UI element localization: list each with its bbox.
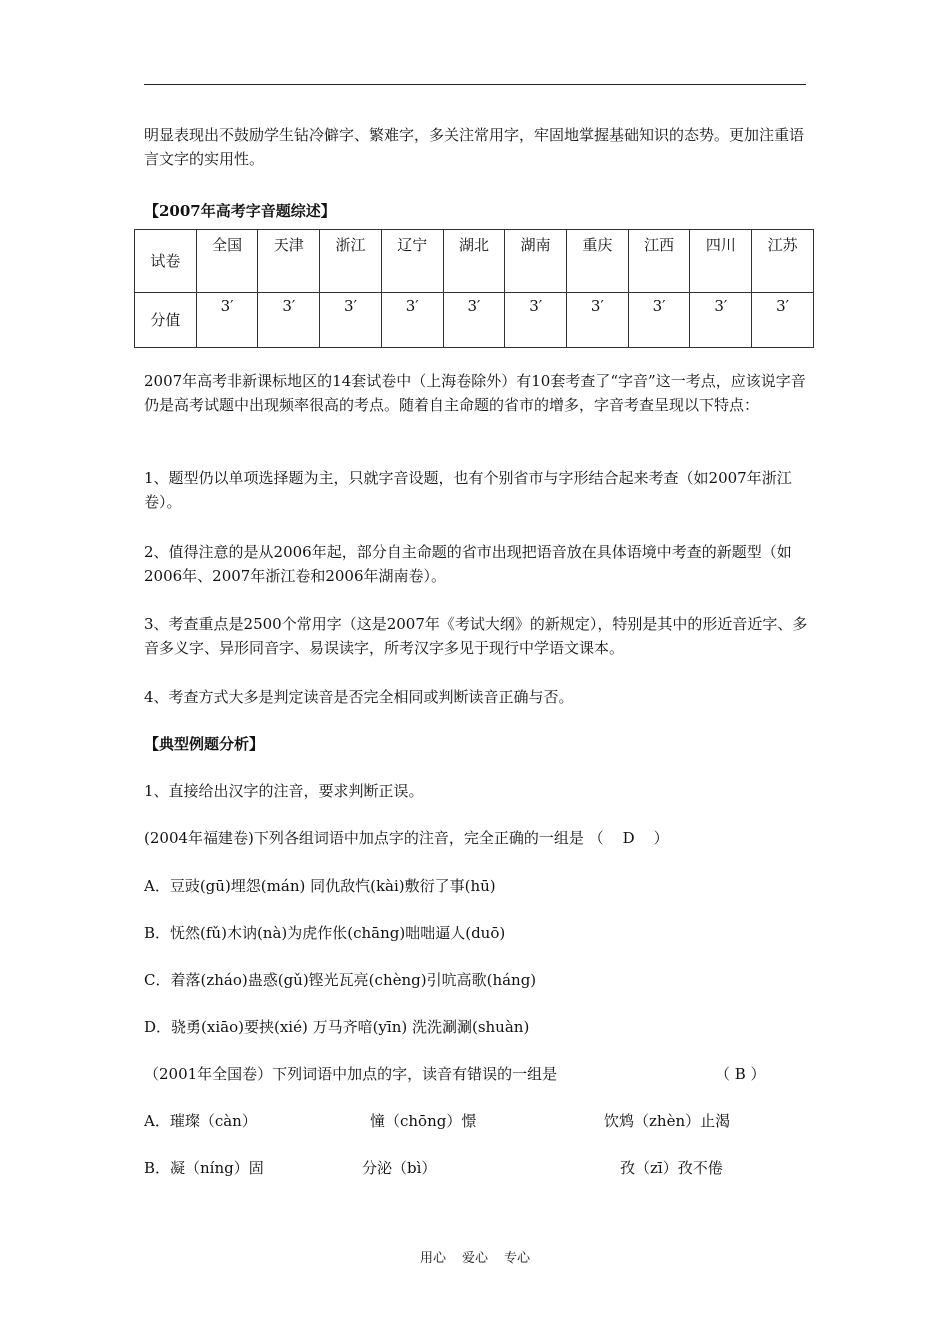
table-cell: 浙江	[320, 230, 382, 293]
q2-answer: （ B ）	[715, 1065, 766, 1083]
table-cell: 3′	[196, 293, 258, 348]
q1-option-b: B．怃然(fǔ)木讷(nà)为虎作伥(chāng)咄咄逼人(duō)	[144, 924, 506, 942]
table-cell: 3′	[628, 293, 690, 348]
q2-row-a-3: 饮鸩（zhèn）止渴	[604, 1112, 731, 1130]
table-row-papers	[135, 230, 814, 293]
table-row-label: 试卷	[135, 230, 197, 293]
q1-stem	[144, 826, 669, 850]
q1-option-a: A．豆豉(gū)埋怨(mán) 同仇敌忾(kài)敷衍了事(hū)	[144, 877, 496, 895]
table-cell: 3′	[443, 293, 505, 348]
header-rule	[144, 84, 806, 85]
table-row-label: 分值	[135, 293, 197, 348]
table-cell: 3′	[258, 293, 320, 348]
q2-row-a-2: 憧（chōng）憬	[370, 1112, 477, 1130]
table-cell: 湖北	[443, 230, 505, 293]
table-row-scores	[135, 293, 814, 348]
q2-row-b-1: B．凝（níng）固	[144, 1159, 264, 1177]
footer-text: 专心	[504, 1251, 531, 1266]
q2-row-b-2: 分泌（bì）	[362, 1159, 437, 1177]
point-3: 3、考查重点是2500个常用字（这是2007年《考试大纲》的新规定），特别是其中的形近音近字、多音多义字、异形同音字、易误读字，所考汉字多见于现行中学语文课本。	[144, 615, 808, 657]
table-cell: 江西	[628, 230, 690, 293]
table-cell: 湖南	[505, 230, 567, 293]
footer-text: 爱心	[461, 1251, 488, 1266]
table-cell: 3′	[752, 293, 814, 348]
q2-row-b-3: 孜（zī）孜不倦	[620, 1159, 723, 1177]
table-cell: 全国	[196, 230, 258, 293]
section-title-2007: 【2007年高考字音题综述】	[144, 202, 336, 220]
point-2: 2、值得注意的是从2006年起，部分自主命题的省市出现把语音放在具体语境中考查的新题型（如2006年、2007年浙江卷和2006年湖南卷）。	[144, 543, 792, 585]
table-cell: 天津	[258, 230, 320, 293]
table-cell: 3′	[320, 293, 382, 348]
table-cell: 四川	[690, 230, 752, 293]
q1-stem-text: (2004年福建卷)下列各组词语中加点字的注音，完全正确的一组是 （	[144, 829, 604, 847]
q1-option-d: D．骁勇(xiāo)要挟(xié) 万马齐喑(yīn) 洗洗涮涮(shuàn)	[144, 1018, 530, 1036]
q1-answer: D	[622, 829, 635, 847]
table-cell: 辽宁	[381, 230, 443, 293]
table-cell: 3′	[567, 293, 629, 348]
page-footer	[0, 1247, 950, 1266]
footer-text: 用心	[419, 1251, 446, 1266]
intro-paragraph: 明显表现出不鼓励学生钻冷僻字、繁难字，多关注常用字，牢固地掌握基础知识的态势。更加注重语言文字的实用性。	[144, 126, 805, 168]
example-intro: 1、直接给出汉字的注音，要求判断正误。	[144, 782, 424, 800]
table-cell: 江苏	[752, 230, 814, 293]
table-cell: 重庆	[567, 230, 629, 293]
score-table	[134, 229, 814, 348]
point-4: 4、考查方式大多是判定读音是否完全相同或判断读音正确与否。	[144, 688, 574, 706]
summary-paragraph: 2007年高考非新课标地区的14套试卷中（上海卷除外）有10套考查了“字音”这一考点，应该说字音仍是高考试题中出现频率很高的考点。随着自主命题的省市的增多，字音考查呈现以下特点：	[144, 372, 806, 414]
q2-stem: （2001年全国卷）下列词语中加点的字，读音有错误的一组是	[144, 1065, 558, 1083]
table-cell: 3′	[690, 293, 752, 348]
point-1: 1、题型仍以单项选择题为主，只就字音设题，也有个别省市与字形结合起来考查（如2007年浙江卷）。	[144, 469, 792, 511]
table-cell: 3′	[381, 293, 443, 348]
table-cell: 3′	[505, 293, 567, 348]
section-title-examples: 【典型例题分析】	[144, 735, 265, 753]
q2-row-a-1: A．璀璨（càn）	[144, 1112, 257, 1130]
q1-option-c: C．着落(zháo)蛊惑(gǔ)铿光瓦亮(chèng)引吭高歌(háng)	[144, 971, 537, 989]
q1-close: ）	[653, 829, 669, 847]
